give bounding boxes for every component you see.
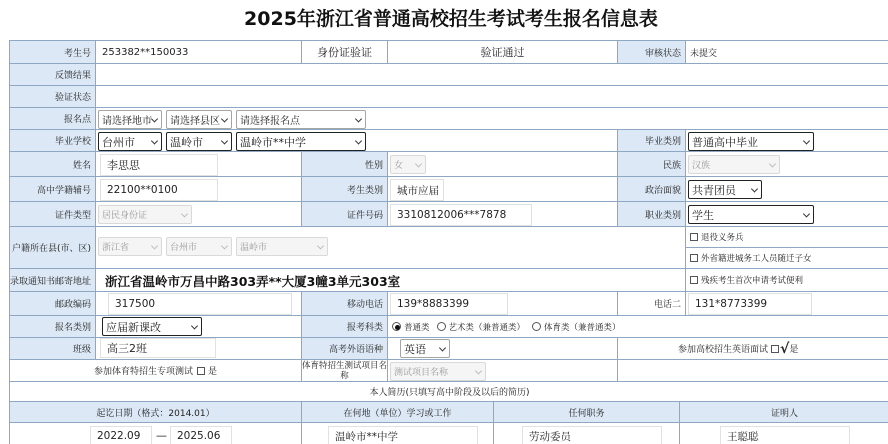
- category-input[interactable]: 城市应届: [390, 179, 444, 201]
- oral-checkbox[interactable]: [771, 345, 779, 353]
- chevron-down-icon: [803, 210, 810, 217]
- id-type-select[interactable]: [98, 205, 192, 224]
- disabled-option[interactable]: [690, 274, 803, 286]
- phone2-input[interactable]: 131*8773399: [688, 293, 812, 315]
- chevron-down-icon: [803, 137, 810, 144]
- subject-art-text: 艺术类（兼普通类）: [448, 322, 526, 333]
- migrant-checkbox[interactable]: [690, 254, 698, 262]
- id-type-text: 居民身份证: [102, 211, 148, 221]
- chevron-down-icon: [221, 115, 228, 122]
- veteran-checkbox[interactable]: [690, 233, 698, 241]
- political-label: 政治面貌: [618, 177, 686, 202]
- chevron-down-icon: [751, 185, 758, 192]
- chevron-down-icon: [475, 367, 482, 374]
- lang-select[interactable]: [400, 339, 450, 358]
- ethnicity-select[interactable]: [688, 155, 780, 174]
- phone2-label: 电话二: [618, 292, 686, 316]
- chevron-down-icon: [151, 137, 158, 144]
- chevron-down-icon: [181, 210, 188, 217]
- exam-no-label: 考生号: [10, 41, 96, 64]
- subject-option-general[interactable]: [392, 321, 430, 333]
- lang-text: 英语: [404, 342, 426, 356]
- postcode-input[interactable]: 317500: [108, 293, 292, 315]
- sports-item-label: 体育特招生测试项目名称: [302, 360, 388, 381]
- reg-point-text: 请选择报名点: [240, 116, 300, 127]
- student-no-label: 高中学籍辅号: [10, 177, 96, 202]
- migrant-cell: [686, 248, 888, 269]
- id-type-label: 证件类型: [10, 202, 96, 227]
- subject-sports-text: 体育类（兼普通类）: [544, 322, 621, 333]
- grad-type-label: 毕业类别: [618, 130, 686, 152]
- resume-col-witness: 证明人: [680, 402, 888, 423]
- chevron-down-icon: [221, 242, 228, 249]
- school-label: 毕业学校: [10, 130, 96, 152]
- school-city-select[interactable]: [98, 132, 162, 151]
- resume-position-input[interactable]: 劳动委员: [522, 426, 662, 444]
- registration-form: [9, 40, 888, 444]
- mobile-label: 移动电话: [302, 292, 388, 316]
- exam-no-value: 253382**150033: [96, 41, 302, 64]
- subject-radio-art[interactable]: [437, 322, 446, 331]
- oral-check-mark: √: [780, 340, 790, 357]
- resume-col-place: 在何地（单位）学习或工作: [302, 402, 494, 423]
- resume-start-input[interactable]: 2022.09: [90, 426, 152, 444]
- feedback-value: [96, 64, 888, 86]
- household-district-text: 温岭市: [240, 243, 268, 253]
- id-verify-value: 验证通过: [388, 41, 618, 64]
- oral-value: 是: [789, 345, 799, 355]
- id-no-label: 证件号码: [302, 202, 388, 227]
- subject-radio-sports[interactable]: [532, 322, 541, 331]
- postcode-label: 邮政编码: [10, 292, 96, 316]
- school-district-select[interactable]: [166, 132, 232, 151]
- disabled-cell: [686, 269, 888, 292]
- veteran-cell: [686, 227, 888, 248]
- household-city-select[interactable]: [166, 237, 232, 256]
- reg-type-text: 应届新课改: [106, 320, 161, 334]
- resume-date-dash: —: [156, 429, 167, 442]
- household-province-text: 浙江省: [102, 243, 130, 253]
- reg-point-label: 报名点: [10, 108, 96, 130]
- chevron-down-icon: [151, 115, 158, 122]
- subject-option-art[interactable]: [437, 321, 526, 333]
- reg-type-label: 报名类别: [10, 316, 96, 338]
- sports-item-select[interactable]: [390, 362, 486, 381]
- veteran-option[interactable]: [690, 231, 744, 243]
- subject-cell: [388, 316, 888, 338]
- address-label: 录取通知书邮寄地址: [10, 269, 96, 292]
- reg-district-select[interactable]: [166, 110, 232, 129]
- resume-end-input[interactable]: 2025.06: [170, 426, 232, 444]
- grad-type-text: 普通高中毕业: [692, 135, 758, 149]
- subject-radio-general[interactable]: [392, 322, 401, 331]
- review-status-value: 未提交: [686, 41, 888, 64]
- reg-city-select[interactable]: [98, 110, 162, 129]
- subject-label: 报考科类: [302, 316, 388, 338]
- political-select[interactable]: [688, 180, 762, 199]
- disabled-text: 残疾考生首次申请考试便利: [701, 276, 804, 286]
- id-verify-label: 身份证验证: [302, 41, 388, 64]
- resume-col-position: 任何职务: [494, 402, 680, 423]
- feedback-label: 反馈结果: [10, 64, 96, 86]
- review-status-label: 审核状态: [618, 41, 686, 64]
- chevron-down-icon: [191, 322, 198, 329]
- ethnicity-label: 民族: [618, 152, 686, 177]
- household-district-select[interactable]: [236, 237, 328, 256]
- political-text: 共青团员: [692, 183, 736, 197]
- chevron-down-icon: [415, 160, 422, 167]
- resume-col-date: 起讫日期（格式：2014.01）: [10, 402, 302, 423]
- gender-select[interactable]: [390, 155, 426, 174]
- sports-special-cell: [10, 360, 302, 382]
- chevron-down-icon: [355, 115, 362, 122]
- school-name-text: 温岭市**中学: [240, 135, 306, 149]
- oral-label: 参加高校招生英语面试: [678, 345, 769, 355]
- reg-point-select[interactable]: [236, 110, 366, 129]
- sports-special-checkbox[interactable]: [197, 367, 205, 375]
- school-name-select[interactable]: [236, 132, 366, 151]
- chevron-down-icon: [355, 137, 362, 144]
- household-label: 户籍所在县(市、区): [10, 227, 96, 269]
- chevron-down-icon: [769, 160, 776, 167]
- migrant-text: 外省籍进城务工人员随迁子女: [701, 254, 812, 264]
- chevron-down-icon: [151, 242, 158, 249]
- name-input[interactable]: 李思思: [100, 154, 218, 176]
- reg-type-select[interactable]: [102, 317, 202, 336]
- chevron-down-icon: [317, 242, 324, 249]
- address-input[interactable]: 浙江省温岭市万昌中路303弄**大厦3幢3单元303室: [98, 270, 518, 291]
- disabled-checkbox[interactable]: [690, 276, 698, 284]
- sports-special-value: 是: [208, 367, 218, 377]
- sports-special-label: 参加体育特招生专项测试: [93, 367, 193, 377]
- school-city-text: 台州市: [102, 135, 135, 149]
- name-label: 姓名: [10, 152, 96, 177]
- household-province-select[interactable]: [98, 237, 162, 256]
- veteran-text: 退役义务兵: [701, 233, 744, 243]
- school-district-text: 温岭市: [170, 135, 203, 149]
- verify-status-label: 验证状态: [10, 86, 96, 108]
- chevron-down-icon: [221, 137, 228, 144]
- oral-cell: [618, 338, 888, 360]
- career-select[interactable]: [688, 205, 814, 224]
- sports-blank-cell: [618, 360, 888, 382]
- gender-text: 女: [394, 161, 404, 171]
- chevron-down-icon: [439, 344, 446, 351]
- subject-option-sports[interactable]: [532, 321, 621, 333]
- class-input[interactable]: 高三2班: [100, 338, 216, 358]
- verify-status-value: [96, 86, 888, 108]
- sports-item-text: 测试项目名称: [394, 368, 449, 378]
- page-title: 2025年浙江省普通高校招生考试考生报名信息表: [244, 8, 658, 30]
- reg-district-text: 请选择县区: [170, 116, 220, 127]
- id-no-input[interactable]: 3310812006***7878: [390, 204, 532, 226]
- resume-place-input[interactable]: 温岭市**中学: [328, 426, 478, 444]
- resume-witness-input[interactable]: 王聪聪: [720, 426, 850, 444]
- category-label: 考生类别: [302, 177, 388, 202]
- student-no-input[interactable]: 22100**0100: [100, 179, 218, 201]
- class-label: 班级: [10, 338, 96, 360]
- career-text: 学生: [692, 208, 714, 222]
- lang-label: 高考外语语种: [302, 338, 388, 360]
- subject-general-text: 普通类: [404, 322, 430, 333]
- mobile-input[interactable]: 139*8883399: [390, 293, 508, 315]
- ethnicity-text: 汉族: [692, 161, 711, 171]
- resume-header: 本人简历(只填写高中阶段及以后的简历): [10, 382, 888, 402]
- gender-label: 性别: [302, 152, 388, 177]
- career-label: 职业类别: [618, 202, 686, 227]
- grad-type-select[interactable]: [688, 132, 814, 151]
- migrant-option[interactable]: [690, 252, 812, 264]
- reg-city-text: 请选择地市: [102, 116, 152, 127]
- household-city-text: 台州市: [170, 243, 198, 253]
